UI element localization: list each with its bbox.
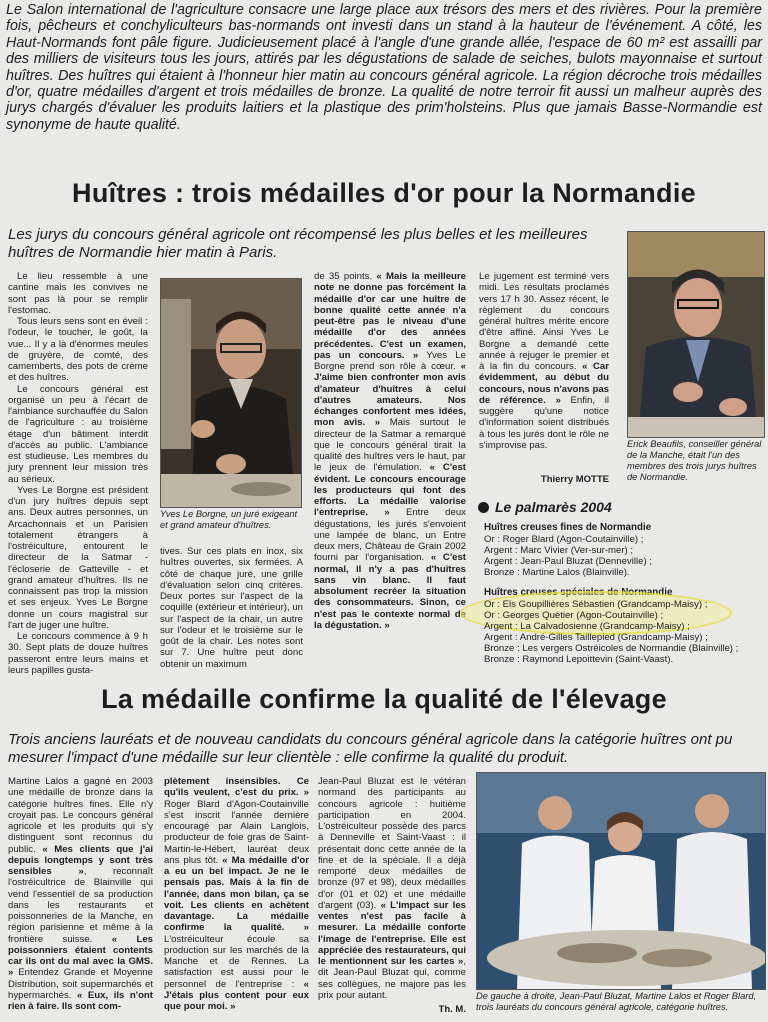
palmares-entry: Argent : Jean-Paul Bluzat (Denneville) ; [484,556,652,567]
palmares-entry: Bronze : Raymond Lepoittevin (Saint-Vaast). [484,654,674,665]
palmares-entry: Or : Roger Blard (Agon-Coutainville) ; [484,534,644,545]
palmares-entry: Argent : Marc Vivier (Ver-sur-mer) ; [484,545,634,556]
paragraph: Le concours général est organisé un peu à l'écart de l'ambiance surchauffée du Salon de l'agriculture : au troisième étage d'un bâtiment interdit d'accès au public. L'ambiance est studieuse. Les membres du jury prennent leur mission très au sérieux. [8,383,148,485]
quote-run: « Car évidemment, au début du concours, nous n'avons pas de référence. » [479,361,610,406]
quote-run: « Mes clients que j'ai depuis longtemps y sont très sensibles » [8,843,153,877]
text-run: L'ostréiculteur écoule sa production sur les marchés de la Manche et de Rennes. La satisfaction est aussi pour le personnel de l'entreprise : [164,933,309,990]
palmares-entry: Argent : La Calvadosienne (Grandcamp-Maisy) ; [484,621,690,632]
paragraph: Le lieu ressemble à une cantine mais les convives ne sont pas là pour se remplir l'estomac. [8,271,148,316]
photo2-caption: Erick Beaufils, conseiller général de la Manche, était l'un des membres des trois jurys huîtres de Normandie. [627,439,762,482]
text-run: Yves Le Borgne prend son rôle à cœur. [314,349,466,372]
photo3-caption: De gauche à droite, Jean-Paul Bluzat, Martine Lalos et Roger Blard, trois lauréats du concours général agricole, catégorie huîtres. [476,991,757,1012]
text-run: Entre deux dégustations, les jurés s'envoient une lampée de blanc, un Entre deux mers, Château de Grain 2002 fourni par l'organisation. [314,507,466,564]
subhead-medaille: Trois anciens lauréats et de nouveau candidats du concours général agricole dans la catégorie huîtres ont pu mesurer l'impact d'une médaille sur leur clientèle : elle confirme la qualité du produit. [8,731,733,766]
intro-paragraph: Le Salon international de l'agriculture consacre une large place aux trésors des mers et des rivières. Pour la première fois, pêcheurs et conchyliculteurs bas-normands ont investi dans un stand à la hauteur de l'événement. A côté, les Haut-Normands font pâle figure. Judicieusement placé à l'angle d'une grande allée, l'espace de 60 m² est assailli par des milliers de visiteurs tous les jours, attirés par les dégustations de salade de seiches, bulots mayonnaise et surtout huîtres. Des huîtres qui étaient à l'honneur hier matin au concours général agricole. La région décroche trois médailles d'or, quatre médailles d'argent et trois médailles de bronze. La qualité de notre terroir fit aussi un malheur auprès des jurys chargés d'évaluer les produits laitiers et la plastique des prim'holsteins. Plus que jamais Basse-Normandie est synonyme de haute qualité. [6,2,762,133]
palmares-list-fines [484,534,764,578]
article1-column-2: tives. Sur ces plats en inox, six huîtres ouvertes, six fermées. A côté de chaque juré, une grille d'évaluation selon cinq critères. Deux portes sur l'aspect de la coquille (extérieur et intérieur), un sur l'aspect de la chair, un autre sur l'odeur et le troisième sur le goût de la chair. Les notes sont sur 7. Une huître peut donc obtenir un maximum [160,546,303,670]
paragraph: Yves Le Borgne est président d'un jury huîtres depuis sept ans. Deux autres personnes, un Arcachonnais et un Parisien totalement étrangers à l'ostréiculture, entourent le directeur de la Satmar - l'écloserie de Gatteville - et grand amateur d'huîtres. Ils ne connaissent pas trop la mission et ses enjeux. Yves Le Borgne donne un cours magistral sur l'art de juger une huître. [8,484,148,631]
article1-column-1 [8,271,148,676]
paragraph: Le concours commence à 9 h 30. Sept plats de douze huîtres passeront entre leurs mains et leurs papilles gusta- [8,631,148,676]
subhead-huitres: Les jurys du concours général agricole ont récompensé les plus belles et les meilleures huîtres de Normandie hier matin à Paris. [8,226,588,261]
article1-column-3 [314,271,466,631]
text-run: Entendez Grande et Moyenne Distribution, soit supermarchés et hypermarchés. [8,967,153,1001]
article2-column-2 [164,776,309,1012]
photo-yves-le-borgne [160,278,302,508]
quote-run: plètement insensibles. Ce qu'ils veulent, c'est du prix. » [164,776,309,799]
palmares-entry: Bronze : Martine Lalos (Blainville). [484,567,630,578]
quote-run: « C'est évident. Le concours encourage les producteurs qui font des efforts. La médaille valorise l'entreprise. » [314,462,466,519]
palmares-category-speciales: Huîtres creuses spéciales de Normandie [484,587,673,598]
headline-medaille: La médaille confirme la qualité de l'élevage [101,684,667,714]
headline-huitres: Huîtres : trois médailles d'or pour la Normandie [72,178,696,208]
photo1-caption: Yves Le Borgne, un juré exigeant et grand amateur d'huîtres. [160,509,298,530]
palmares-entry: Or : Georges Quétier (Agon-Coutainville) ; [484,610,664,621]
text-run: , reconnaît l'ostréicultrice de Blainville qui vend l'essentiel de sa production dans les restaurants et poissonneries de la Manche, en région parisienne et même à la frontière suisse. [8,866,153,945]
palmares-title: Le palmarès 2004 [495,499,612,515]
quote-run: « Mais la meilleure note ne donne pas forcément la médaille d'or car une huître de bonne qualité cette année n'a peut-être pas le niveau d'une médaille d'or des années précédentes. C'est un examen, pas un concours. » [314,271,466,361]
text-run: Mais surtout le directeur de la Satmar a remarqué que le concours général tirait la qualité des huîtres vers le haut, par le jeux de l'émulation. [314,417,466,474]
palmares-category-fines: Huîtres creuses fines de Normandie [484,522,652,533]
article1-column-4 [479,271,609,451]
text-run: , dit Jean-Paul Bluzat qui, comme ses collègues, ne majore pas les prix pour autant. [318,956,466,1001]
article2-column-1 [8,776,153,1012]
article2-column-3 [318,776,466,1001]
quote-run: « C'est normal, il n'y a pas d'huîtres sans vin blanc. Il faut absolument recréer la situation des consommateurs. Sinon, ce n'est pas le contexte normal de la dégustation. » [314,552,467,631]
text-run: Jean-Paul Bluzat est le vétéran normand des participants au concours agricole : huitième participation en 2004. L'ostréiculteur possède des parcs à Denneville et Saint-Vaast : il présentait donc cette année de la fine et de la spéciale. Il a déjà remporté deux médailles de bronze (97 et 98), deux médailles d'or (01 et 02) et une médaille d'argent (03). [318,776,466,911]
text-run: Roger Blard d'Agon-Coutainville s'est inscrit l'année dernière encouragé par Alain Langlois, producteur de foie gras de Saint-Martin-le-Hébert, lauréat deux ans plus tôt. [164,798,309,866]
palmares-list-speciales [484,599,764,665]
quote-run: « L'impact sur les ventes n'est pas facile à mesurer. La médaille conforte l'image de l'entreprise. Elle est appréciée des restaurateurs, qui le mentionnent sur les cartes » [318,899,466,967]
bullet-icon [478,500,492,514]
text-run: Le jugement est terminé vers midi. Les résultats proclamés vers 17 h 30. Assez récent, le règlement du concours général huîtres mérite encore d'être affiné. Ainsi Yves Le Borgne a demandé cette année à rejuger le premier et à la fin du concours. [479,271,609,372]
photo-erick-beaufils [627,231,765,438]
article1-signature: Thierry MOTTE [540,474,609,485]
quote-run: « Ma médaille d'or a eu un bel impact. Je ne le pensais pas. Mais à la fin de l'année, dans mon bilan, ça se voit. Les clients en achètent davantage. La médaille confirme la qualité. » [164,854,309,934]
photo-three-laureates [476,772,766,990]
text-run: Martine Lalos a gagné en 2003 une médaille de bronze dans la catégorie huîtres fines. Elle n'y croyait pas. Le concours général agricole et les produits qui s'y distinguent sont reconnus du public. [8,776,153,855]
palmares-entry: Bronze : Les vergers Ostréicoles de Normandie (Blainville) ; [484,643,739,654]
quote-run: « J'aime bien confronter mon avis d'amateur d'huîtres à celui d'autres amateurs. Nos échanges confortent mes idées, mon avis. » [314,361,466,429]
text-run: Enfin, il suggère qu'une notice d'information soient distribués à tous les jurés dont le rôle ne s'improvise pas. [479,394,609,451]
paragraph: Tous leurs sens sont en éveil : l'odeur, le toucher, le goût, la vue... Il y a là d'énormes meules de gruyère, de comté, des camemberts, des pots de crème et des huîtres. [8,316,148,384]
palmares-entry: Argent : André-Gilles Taillepied (Grandcamp-Maisy) ; [484,632,708,643]
quote-run: « Eux, ils n'ont rien à faire. Ils sont com- [8,989,153,1012]
article2-signature: Th. M. [438,1004,466,1015]
text-run: de 35 points. [314,271,377,282]
quote-run: « J'étais plus content pour eux que pour moi. » [164,978,309,1012]
palmares-entry: Or : Els Goupillières Sébastien (Grandcamp-Maisy) ; [484,599,708,610]
quote-run: « Les poissonniers étaient contents car ils ont du mal avec la GMS. » [8,933,153,979]
